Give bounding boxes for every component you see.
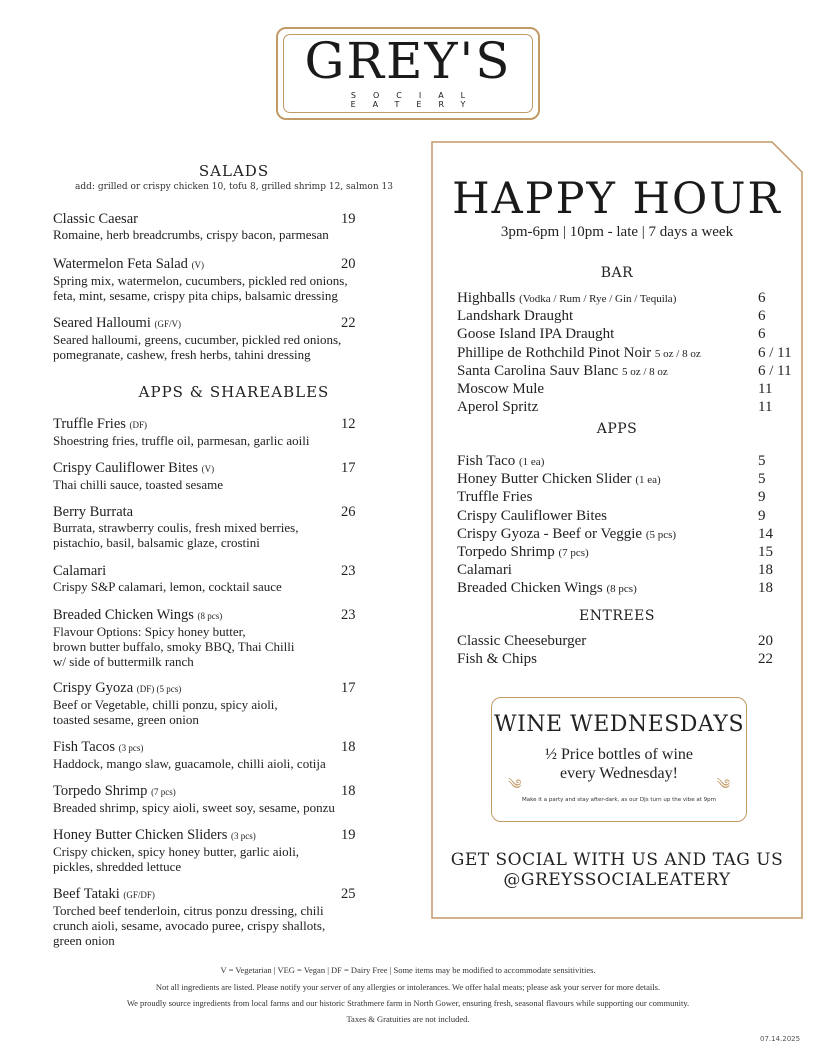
social-handle: @GREYSSOCIALEATERY xyxy=(503,870,731,890)
happy-hour-item-price: 14 xyxy=(758,525,773,542)
happy-hour-item xyxy=(457,526,797,544)
menu-item xyxy=(53,739,398,771)
menu-item-description: Romaine, herb breadcrumbs, crispy bacon, parmesan xyxy=(53,227,329,242)
menu-item-header xyxy=(53,607,398,624)
menu-item-description: pickles, shredded lettuce xyxy=(53,859,182,874)
menu-item-header xyxy=(53,886,398,903)
salads-addons-note: add: grilled or crispy chicken 10, tofu 8, grilled shrimp 12, salmon 13 xyxy=(75,182,393,192)
menu-item-name: Calamari xyxy=(53,563,107,579)
happy-hour-item-price: 6 xyxy=(758,308,766,325)
menu-item-header xyxy=(53,315,398,332)
menu-item-name: Watermelon Feta Salad xyxy=(53,256,188,272)
happy-hour-item-price: 11 xyxy=(758,381,773,397)
entrees-title: ENTREES xyxy=(579,608,655,624)
menu-date: 07.14.2025 xyxy=(760,1035,801,1043)
menu-item-price: 26 xyxy=(341,504,356,520)
menu-item-description: Breaded shrimp, spicy aioli, sweet soy, sesame, ponzu xyxy=(53,800,335,815)
menu-item-description: brown butter buffalo, smoky BBQ, Thai Chilli xyxy=(53,639,295,654)
happy-hour-item-price: 20 xyxy=(758,633,773,649)
bar-title: BAR xyxy=(600,265,634,281)
happy-hour-item-note: (7 pcs) xyxy=(558,547,589,559)
menu-item xyxy=(53,504,398,550)
happy-hour-item xyxy=(457,544,797,562)
menu-item xyxy=(53,563,398,594)
menu-item-header xyxy=(53,739,398,756)
happy-hour-hours: 3pm-6pm | 10pm - late | 7 days a week xyxy=(500,224,734,240)
menu-item-description: feta, mint, sesame, crispy pita chips, balsamic dressing xyxy=(53,288,338,303)
menu-item-price: 22 xyxy=(341,315,356,331)
happy-hour-item-name: Crispy Cauliflower Bites xyxy=(457,507,607,524)
happy-hour-item xyxy=(457,562,797,579)
happy-hour-item-name: Aperol Spritz xyxy=(457,399,539,416)
menu-item-description: pomegranate, cashew, fresh herbs, tahini dressing xyxy=(53,347,311,362)
menu-item xyxy=(53,783,398,815)
happy-hour-item-price: 9 xyxy=(758,507,766,524)
footer-sourcing-note: We proudly source ingredients from local farms and our historic Strathmere farm in North Gower, ensuring fresh, seasonal flavours while supporting our community. xyxy=(126,998,690,1008)
menu-item-description: Shoestring fries, truffle oil, parmesan, garlic aoili xyxy=(53,433,310,448)
menu-item-price: 18 xyxy=(341,739,356,755)
menu-item-header xyxy=(53,460,398,477)
menu-item-name: Breaded Chicken Wings xyxy=(53,607,194,623)
happy-hour-item-name: Fish Taco xyxy=(457,453,516,469)
menu-item-tag: (V) xyxy=(201,464,215,474)
footer-allergy-note: Not all ingredients are listed. Please notify your server of any allergies or intolerances. We offer halal meats; please ask your server for more details. xyxy=(155,982,661,992)
menu-item xyxy=(53,211,398,242)
happy-hour-item xyxy=(457,399,797,416)
menu-item-price: 20 xyxy=(341,256,356,272)
happy-hour-item xyxy=(457,489,797,506)
happy-hour-panel xyxy=(432,142,802,918)
flourish-right-icon: ༄ xyxy=(716,777,730,793)
menu-item-tag: (3 pcs) xyxy=(231,831,256,841)
happy-hour-item-note: (1 ea) xyxy=(519,456,545,468)
happy-hour-item-note: 5 oz / 8 oz xyxy=(621,365,668,378)
menu-item xyxy=(53,607,398,669)
menu-item-name: Torpedo Shrimp xyxy=(53,783,148,799)
menu-item-name: Fish Tacos xyxy=(53,739,115,755)
wine-note: Make it a party and stay after-dark, as our DJs turn up the vibe at 9pm xyxy=(522,797,716,803)
menu-item-tag: (8 pcs) xyxy=(197,611,223,621)
menu-item-price: 25 xyxy=(341,886,356,902)
menu-item-name: Honey Butter Chicken Sliders xyxy=(53,827,228,843)
menu-item-header xyxy=(53,563,398,579)
logo xyxy=(276,27,540,120)
logo-subtitle: SOCIAL EATERY xyxy=(350,91,483,109)
happy-hour-item-name: Truffle Fries xyxy=(457,489,533,506)
happy-hour-item xyxy=(457,471,797,489)
happy-hour-item-note: (5 pcs) xyxy=(645,528,677,541)
happy-hour-item-name: Phillipe de Rothchild Pinot Noir xyxy=(457,344,652,361)
menu-item-tag: (V) xyxy=(191,260,205,270)
menu-item-name: Crispy Gyoza xyxy=(53,680,134,696)
menu-item-description: Crispy S&P calamari, lemon, cocktail sauce xyxy=(53,579,282,594)
menu-item-description: Flavour Options: Spicy honey butter, xyxy=(53,624,246,639)
happy-hour-item-name: Honey Butter Chicken Slider xyxy=(457,471,632,488)
happy-hour-item-name: Highballs xyxy=(457,290,516,306)
happy-hour-item xyxy=(457,308,797,325)
menu-item xyxy=(53,886,398,948)
flourish-left-icon: ༄ xyxy=(508,777,522,793)
happy-hour-item-price: 6 / 11 xyxy=(758,362,792,379)
menu-item-header xyxy=(53,211,398,227)
menu-item-description: crunch aioli, sesame, avocado puree, crispy shallots, xyxy=(53,918,326,933)
menu-item-description: w/ side of buttermilk ranch xyxy=(53,654,194,669)
salads-title: SALADS xyxy=(198,162,270,180)
menu-item-header xyxy=(53,416,398,433)
hh-apps-title: APPS xyxy=(596,421,638,437)
menu-item-price: 23 xyxy=(341,563,356,579)
menu-item xyxy=(53,680,398,727)
happy-hour-item-price: 11 xyxy=(758,399,773,416)
menu-item-header xyxy=(53,504,398,520)
happy-hour-item xyxy=(457,508,797,525)
happy-hour-item-name: Moscow Mule xyxy=(457,381,545,397)
menu-item-description: Burrata, strawberry coulis, fresh mixed berries, xyxy=(53,520,299,535)
menu-item xyxy=(53,256,398,303)
menu-item-tag: (3 pcs) xyxy=(118,743,144,753)
menu-item-description: Torched beef tenderloin, citrus ponzu dressing, chili xyxy=(53,903,324,918)
footer-taxes-note: Taxes & Gratuities are not included. xyxy=(346,1014,470,1024)
wine-title: WINE WEDNESDAYS xyxy=(493,712,745,737)
happy-hour-item xyxy=(457,633,797,650)
menu-item-header xyxy=(53,680,398,697)
menu-item-price: 12 xyxy=(341,416,356,432)
happy-hour-item-name: Santa Carolina Sauv Blanc xyxy=(457,362,619,379)
menu-item-description: green onion xyxy=(53,933,115,948)
menu-item-description: Beef or Vegetable, chilli ponzu, spicy aioli, xyxy=(53,697,278,712)
menu-item-tag: (GF/DF) xyxy=(123,890,155,900)
menu-item-name: Truffle Fries xyxy=(53,416,126,432)
happy-hour-item-price: 18 xyxy=(758,562,773,579)
menu-item-price: 23 xyxy=(341,607,356,623)
menu-item-name: Berry Burrata xyxy=(53,504,134,520)
happy-hour-item-price: 15 xyxy=(758,544,773,560)
menu-item-price: 19 xyxy=(341,211,356,227)
menu-item-name: Beef Tataki xyxy=(53,886,120,902)
menu-item-tag: (GF/V) xyxy=(154,319,181,329)
menu-item-description: toasted sesame, green onion xyxy=(53,712,199,727)
happy-hour-item xyxy=(457,363,797,381)
happy-hour-item-name: Classic Cheeseburger xyxy=(457,633,587,649)
happy-hour-item-note: 5 oz / 8 oz xyxy=(654,347,701,360)
wine-wednesdays-box xyxy=(491,697,747,822)
menu-item-price: 19 xyxy=(341,827,356,843)
happy-hour-item-price: 5 xyxy=(758,453,766,469)
happy-hour-item-name: Crispy Gyoza - Beef or Veggie xyxy=(457,525,643,542)
happy-hour-item-price: 18 xyxy=(758,580,773,597)
happy-hour-item xyxy=(457,326,797,343)
menu-item xyxy=(53,460,398,492)
happy-hour-item-name: Goose Island IPA Draught xyxy=(457,326,615,343)
happy-hour-item xyxy=(457,345,797,363)
happy-hour-item xyxy=(457,453,797,471)
happy-hour-item xyxy=(457,381,797,398)
happy-hour-item-price: 5 xyxy=(758,471,766,488)
happy-hour-item-price: 9 xyxy=(758,489,766,506)
menu-item-name: Seared Halloumi xyxy=(53,315,151,331)
menu-item xyxy=(53,827,398,874)
happy-hour-item-price: 6 xyxy=(758,290,766,306)
happy-hour-item-price: 6 xyxy=(758,326,766,343)
menu-item-description: Thai chilli sauce, toasted sesame xyxy=(53,477,224,492)
happy-hour-item-price: 6 / 11 xyxy=(758,344,792,361)
happy-hour-item xyxy=(457,580,797,598)
menu-item-price: 17 xyxy=(341,680,356,696)
happy-hour-item-name: Torpedo Shrimp xyxy=(457,544,555,560)
menu-item-tag: (DF) (5 pcs) xyxy=(136,684,182,694)
menu-item-description: Seared halloumi, greens, cucumber, pickled red onions, xyxy=(53,332,342,347)
menu-item-price: 17 xyxy=(341,460,356,476)
menu-item xyxy=(53,315,398,362)
happy-hour-item xyxy=(457,651,797,668)
logo-name: GREY'S xyxy=(304,32,512,90)
menu-item-description: Spring mix, watermelon, cucumbers, pickled red onions, xyxy=(53,273,348,288)
happy-hour-item-name: Breaded Chicken Wings xyxy=(457,580,603,597)
menu-item-description: Crispy chicken, spicy honey butter, garlic aioli, xyxy=(53,844,300,859)
happy-hour-title: HAPPY HOUR xyxy=(452,174,782,224)
happy-hour-item xyxy=(457,290,797,308)
menu-item-name: Classic Caesar xyxy=(53,211,138,227)
menu-item-description: pistachio, basil, balsamic glaze, crostini xyxy=(53,535,260,550)
happy-hour-item-name: Fish & Chips xyxy=(457,651,538,668)
menu-item-price: 18 xyxy=(341,783,356,799)
menu-item-header xyxy=(53,256,398,273)
footer-legend: V = Vegetarian | VEG = Vegan | DF = Dairy Free | Some items may be modified to accommodate sensitivities. xyxy=(220,965,596,975)
wine-offer-line1: ½ Price bottles of wine xyxy=(545,746,693,763)
menu-item-header xyxy=(53,827,398,844)
menu-item-header xyxy=(53,783,398,800)
social-callout: GET SOCIAL WITH US AND TAG US xyxy=(450,850,784,870)
happy-hour-item-note: (Vodka / Rum / Rye / Gin / Tequila) xyxy=(519,293,677,305)
menu-item-name: Crispy Cauliflower Bites xyxy=(53,460,198,476)
wine-offer-line2: every Wednesday! xyxy=(560,765,678,782)
happy-hour-item-price: 22 xyxy=(758,651,773,668)
happy-hour-item-name: Landshark Draught xyxy=(457,308,574,325)
menu-item-tag: (DF) xyxy=(129,420,148,430)
menu-item xyxy=(53,416,398,448)
apps-title: APPS & SHAREABLES xyxy=(138,383,330,401)
happy-hour-item-note: (1 ea) xyxy=(635,474,661,487)
menu-item-description: Haddock, mango slaw, guacamole, chilli aioli, cotija xyxy=(53,756,326,771)
menu-item-tag: (7 pcs) xyxy=(151,787,176,797)
happy-hour-item-name: Calamari xyxy=(457,562,512,579)
happy-hour-item-note: (8 pcs) xyxy=(606,583,637,596)
